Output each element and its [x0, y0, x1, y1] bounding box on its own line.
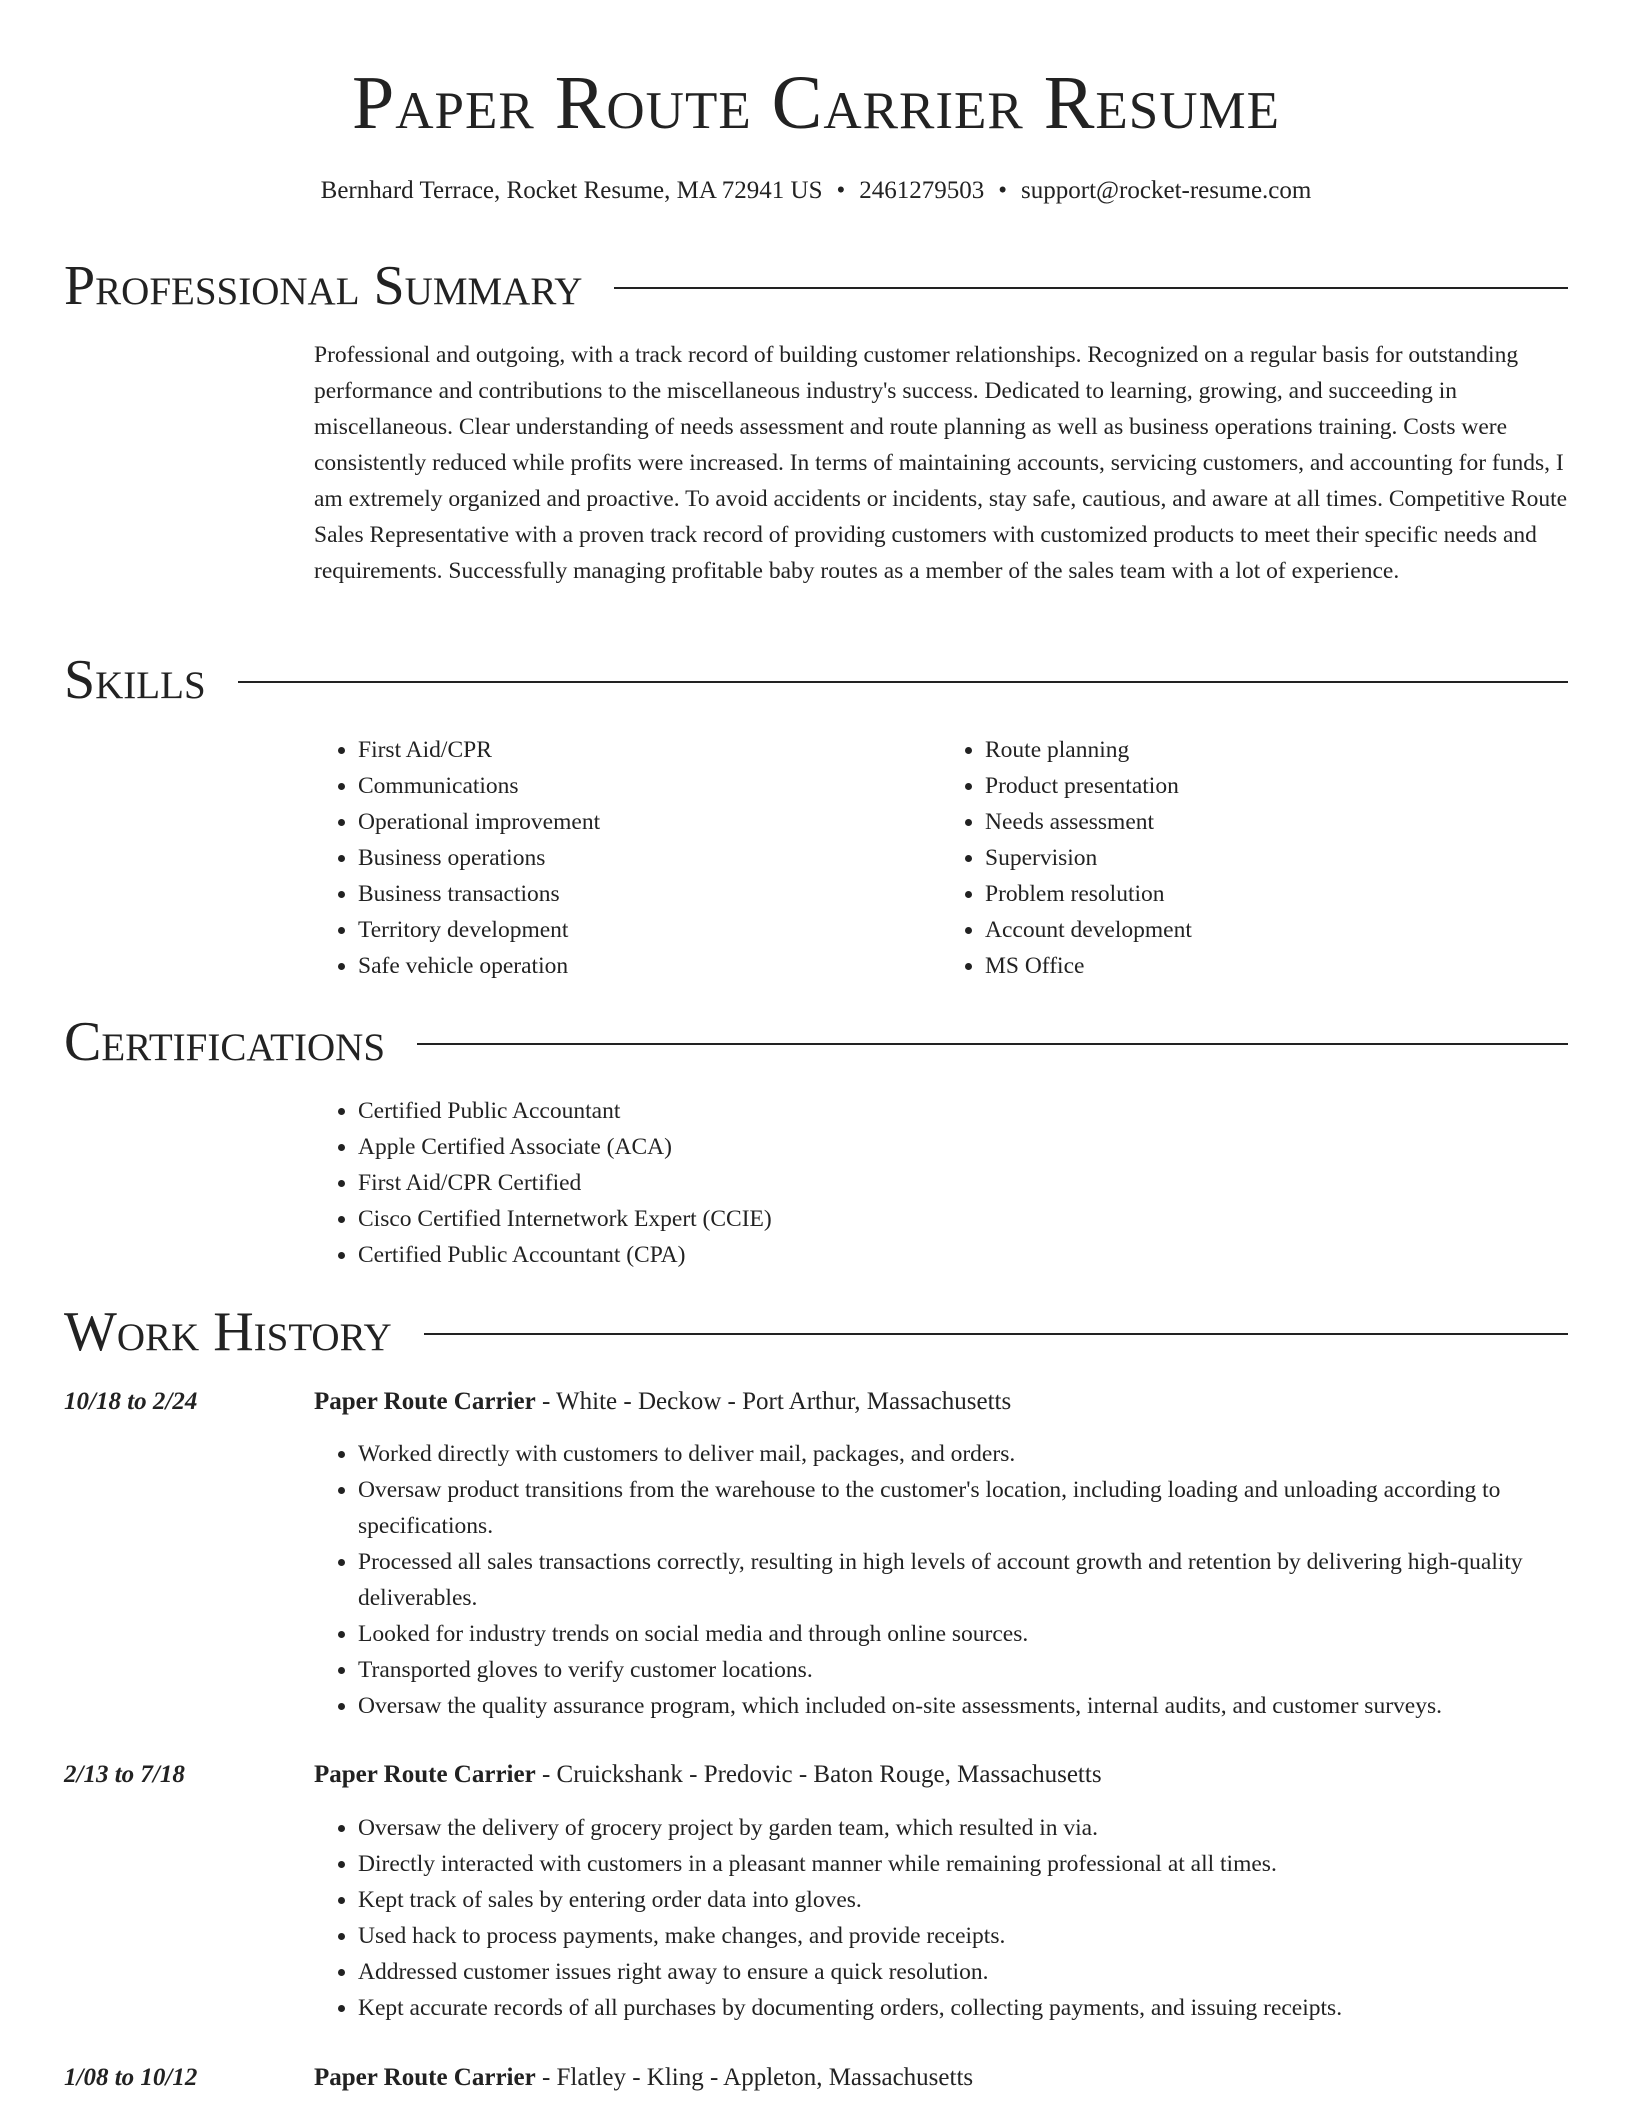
job-duty-item: • Kept track of sales by entering order data into gloves.	[358, 1882, 1568, 1918]
job-dates: 2/13 to 7/18	[64, 1761, 185, 1788]
contact-address: Bernhard Terrace, Rocket Resume, MA 72941 US	[320, 177, 823, 204]
section-title-summary: Professional Summary	[64, 255, 583, 317]
job-employer: - Cruickshank - Predovic - Baton Rouge, Massachusetts	[535, 1761, 1102, 1788]
skills-block	[314, 732, 1568, 984]
summary-block	[314, 337, 1568, 589]
certifications-block	[314, 1093, 1568, 1273]
job-duties	[314, 1436, 1568, 1724]
section-title-skills: Skills	[64, 649, 206, 711]
job-duty-item: • Worked directly with customers to deliver mail, packages, and orders.	[358, 1436, 1568, 1472]
job-title: Paper Route Carrier	[314, 1761, 536, 1788]
skill-item: • Operational improvement	[358, 804, 941, 840]
skill-item: • Account development	[985, 912, 1568, 948]
skill-item: • First Aid/CPR	[358, 732, 941, 768]
section-header-skills	[64, 648, 1568, 712]
section-header-work-history	[64, 1300, 1568, 1364]
skill-item: • Safe vehicle operation	[358, 948, 941, 984]
skill-item: • Supervision	[985, 840, 1568, 876]
skill-item: • Communications	[358, 768, 941, 804]
job-title-line	[314, 1384, 1568, 1420]
job-duties	[314, 1810, 1568, 2026]
job-duties-list	[314, 1810, 1568, 2026]
job-duty-item: • Kept accurate records of all purchases by documenting orders, collecting payments, and issuing receipts.	[358, 1990, 1568, 2026]
certifications-list	[314, 1093, 1568, 1273]
job-duty-item: • Oversaw the delivery of grocery project by garden team, which resulted in via.	[358, 1810, 1568, 1846]
section-divider	[424, 1333, 1568, 1335]
job-employer: - White - Deckow - Port Arthur, Massachusetts	[535, 1388, 1012, 1415]
job-duty-item: • Processed all sales transactions correctly, resulting in high levels of account growth and retention by delivering high-quality deliverables.	[358, 1544, 1568, 1616]
skill-item: • Business transactions	[358, 876, 941, 912]
skill-item: • Problem resolution	[985, 876, 1568, 912]
job-title-line	[314, 1757, 1568, 1793]
skills-columns	[314, 732, 1568, 984]
skill-item: • MS Office	[985, 948, 1568, 984]
section-title-certifications: Certifications	[64, 1011, 386, 1073]
skill-item: • Product presentation	[985, 768, 1568, 804]
job-title: Paper Route Carrier	[314, 1388, 536, 1415]
contact-line	[0, 175, 1632, 207]
job-dates: 1/08 to 10/12	[64, 2064, 198, 2091]
skills-list-right	[941, 732, 1568, 984]
skill-item: • Territory development	[358, 912, 941, 948]
section-divider	[417, 1043, 1568, 1045]
resume-title: Paper Route Carrier Resume	[351, 61, 1281, 145]
skill-item: • Business operations	[358, 840, 941, 876]
job-dates: 10/18 to 2/24	[64, 1388, 198, 1415]
skills-list-left	[314, 732, 941, 984]
job-duty-item: • Looked for industry trends on social media and through online sources.	[358, 1616, 1568, 1652]
certification-item: • Apple Certified Associate (ACA)	[358, 1129, 1568, 1165]
section-divider	[614, 287, 1568, 289]
section-divider	[238, 681, 1568, 683]
skill-item: • Needs assessment	[985, 804, 1568, 840]
job-duty-item: • Oversaw product transitions from the warehouse to the customer's location, including loading and unloading according to specifications.	[358, 1472, 1568, 1544]
job-duty-item: • Oversaw the quality assurance program, which included on-site assessments, internal audits, and customer surveys.	[358, 1688, 1568, 1724]
job-duties-list	[314, 1436, 1568, 1724]
job-title: Paper Route Carrier	[314, 2064, 536, 2091]
summary-text: Professional and outgoing, with a track record of building customer relationships. Recognized on a regular basis for outstanding performance and contributions to the miscellaneous industry's success. Dedicated to learning, growing, and succeeding in miscellaneous. Clear understanding of needs assessment and route planning as well as business operations training. Costs were consistently reduced while profits were increased. In terms of maintaining accounts, servicing customers, and accounting for funds, I am extremely organized and proactive. To avoid accidents or incidents, stay safe, cautious, and aware at all times. Competitive Route Sales Representative with a proven track record of providing customers with customized products to meet their specific needs and requirements. Successfully managing profitable baby routes as a member of the sales team with a lot of experience.	[314, 342, 1568, 584]
section-title-work-history: Work History	[64, 1301, 392, 1363]
job-employer: - Flatley - Kling - Appleton, Massachusetts	[535, 2064, 974, 2091]
certification-item: • Cisco Certified Internetwork Expert (CCIE)	[358, 1201, 1568, 1237]
section-header-summary	[64, 254, 1568, 318]
contact-separator: •	[998, 177, 1008, 204]
contact-phone: 2461279503	[859, 177, 985, 204]
certification-item: • Certified Public Accountant	[358, 1093, 1568, 1129]
contact-email: support@rocket-resume.com	[1021, 177, 1312, 204]
certification-item: • Certified Public Accountant (CPA)	[358, 1237, 1568, 1273]
section-header-certifications	[64, 1010, 1568, 1074]
certification-item: • First Aid/CPR Certified	[358, 1165, 1568, 1201]
job-duty-item: • Addressed customer issues right away to ensure a quick resolution.	[358, 1954, 1568, 1990]
job-duty-item: • Used hack to process payments, make changes, and provide receipts.	[358, 1918, 1568, 1954]
skill-item: • Route planning	[985, 732, 1568, 768]
contact-separator: •	[836, 177, 846, 204]
job-duty-item: • Transported gloves to verify customer locations.	[358, 1652, 1568, 1688]
job-title-line	[314, 2060, 1568, 2096]
job-duty-item: • Directly interacted with customers in a pleasant manner while remaining professional at all times.	[358, 1846, 1568, 1882]
